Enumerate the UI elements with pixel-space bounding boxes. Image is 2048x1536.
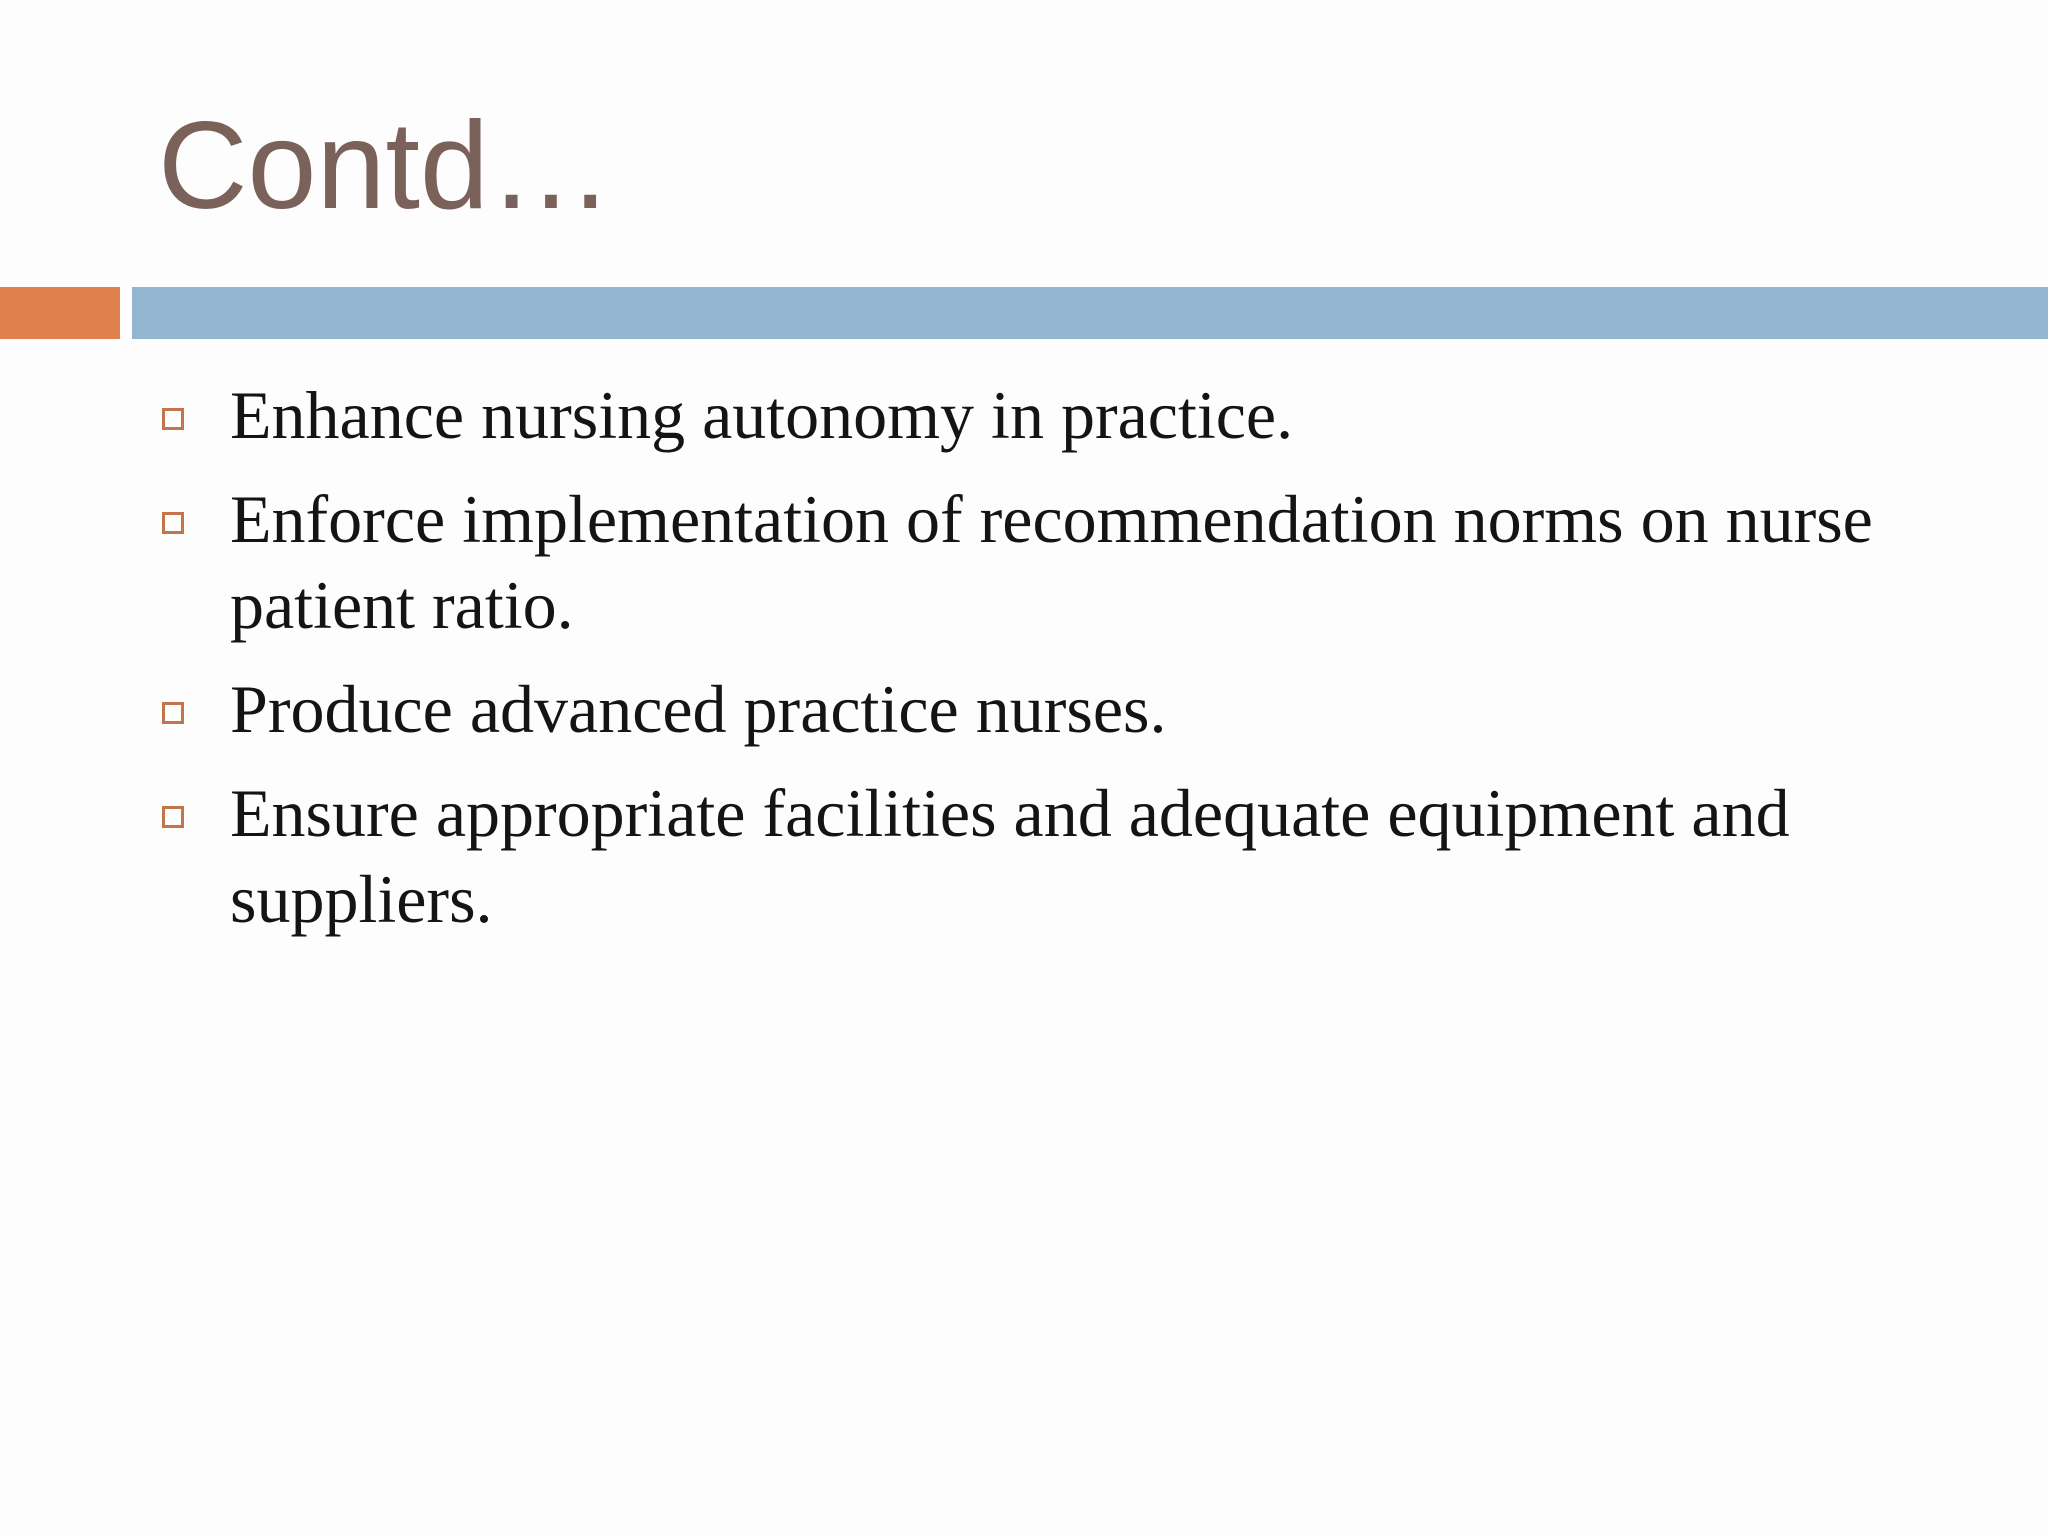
accent-bar-orange — [0, 287, 120, 339]
bullet-item — [160, 770, 1920, 942]
bullet-list — [160, 372, 1920, 960]
bullet-text: Produce advanced practice nurses. — [230, 671, 1167, 747]
bullet-text: Ensure appropriate facilities and adequate equipment and suppliers. — [230, 775, 1790, 937]
bullet-item — [160, 476, 1920, 648]
square-bullet-icon — [162, 702, 184, 724]
bullet-item — [160, 372, 1920, 458]
square-bullet-icon — [162, 806, 184, 828]
slide-title: Contd… — [158, 97, 613, 235]
bullet-text: Enforce implementation of recommendation norms on nurse patient ratio. — [230, 481, 1873, 643]
accent-bar-blue — [132, 287, 2048, 339]
bullet-text: Enhance nursing autonomy in practice. — [230, 377, 1294, 453]
square-bullet-icon — [162, 512, 184, 534]
square-bullet-icon — [162, 408, 184, 430]
bullet-item — [160, 666, 1920, 752]
